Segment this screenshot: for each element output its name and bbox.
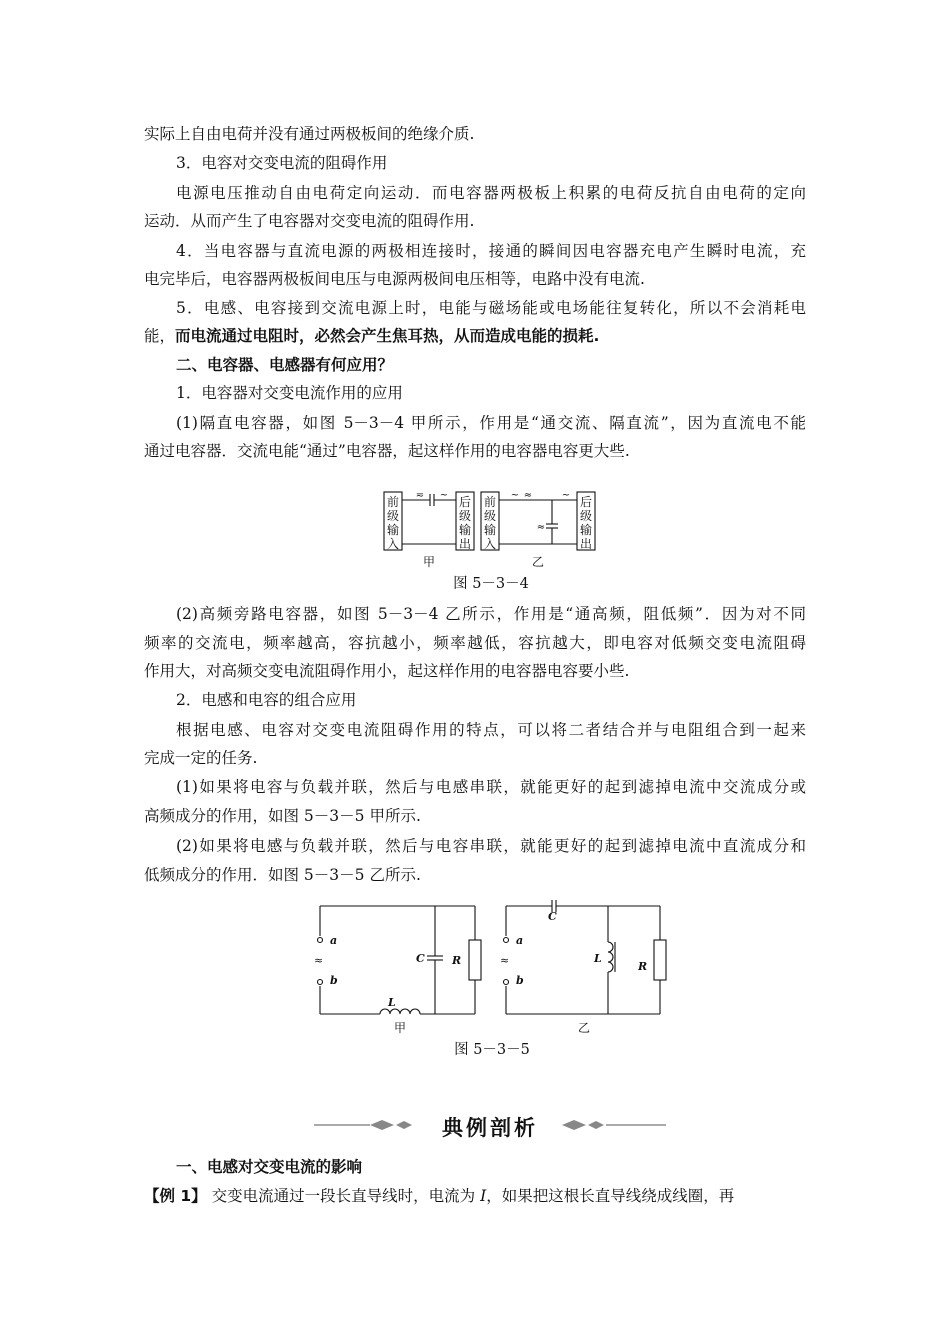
box-char: 输 <box>458 523 472 537</box>
bold-text: 而电流通过电阻时，必然会产生焦耳热，从而造成电能的损耗. <box>175 327 600 345</box>
para-line: 通过电容器．交流电能“通过”电容器，起这样作用的电容器电容更大些. <box>144 442 630 460</box>
dc-ac-symbol: ≂ <box>415 490 425 501</box>
para-line: 低频成分的作用．如图 5－3－5 乙所示. <box>144 866 421 884</box>
para-line: 运动．从而产生了电容器对交变电流的阻碍作用. <box>144 212 475 230</box>
label-l: L <box>388 996 396 1009</box>
label-c: C <box>548 910 557 923</box>
label-yi: 乙 <box>531 555 545 569</box>
para-line: 根据电感、电容对交变电流阻碍作用的特点，可以将二者结合并与电阻组合到一起来 <box>176 721 806 739</box>
label-l: L <box>594 952 602 965</box>
terminal-a: a <box>516 934 524 947</box>
para-line: 电完毕后，电容器两极板间电压与电源两极间电压相等，电路中没有电流. <box>144 270 645 288</box>
ac-symbol: ~ <box>561 490 571 501</box>
label-jia: 甲 <box>394 1021 407 1035</box>
box-char: 级 <box>579 509 593 523</box>
figure-caption: 图 5－3－5 <box>454 1042 530 1058</box>
para-line: 作用大，对高频交变电流阻碍作用小，起这样作用的电容器电容要小些. <box>144 662 630 680</box>
label-yi: 乙 <box>578 1021 591 1035</box>
terminal-b: b <box>516 974 524 987</box>
label-c: C <box>416 952 425 965</box>
label-jia: 甲 <box>422 555 436 569</box>
current-symbol: I <box>480 1187 487 1205</box>
para-line: 5．电感、电容接到交流电源上时，电能与磁场能或电场能往复转化，所以不会消耗电 <box>176 299 806 317</box>
para-line: (1)隔直电容器，如图 5－3－4 甲所示，作用是“通交流、隔直流”，因为直流电不能 <box>176 414 806 432</box>
example-tag: 【例 1】 <box>144 1187 207 1205</box>
example-heading: 一、电感对交变电流的影响 <box>176 1158 363 1176</box>
box-char: 输 <box>386 523 400 537</box>
para-line: 频率的交流电，频率越高，容抗越小，频率越低，容抗越大，即电容对低频交变电流阻碍 <box>144 634 806 652</box>
hf-symbol: ≈ <box>536 522 546 533</box>
example-line <box>144 1186 806 1206</box>
para-line: (1)如果将电容与负载并联，然后与电感串联，就能更好的起到滤掉电流中交流成分或 <box>176 778 806 796</box>
section-heading: 二、电容器、电感器有何应用？ <box>176 356 394 374</box>
box-char: 后 <box>579 495 593 509</box>
figure-5-3-4 <box>380 486 602 570</box>
box-char: 前 <box>386 495 400 509</box>
para-line: 高频成分的作用，如图 5－3－5 甲所示. <box>144 807 421 825</box>
para-line: (2)如果将电感与负载并联，然后与电容串联，就能更好的起到滤掉电流中直流成分和 <box>176 837 806 855</box>
box-char: 出 <box>458 537 472 551</box>
box-char: 输 <box>579 523 593 537</box>
para-line-1: 实际上自由电荷并没有通过两极板间的绝缘介质. <box>144 125 475 143</box>
box-char: 级 <box>483 509 497 523</box>
example-text: 交变电流通过一段长直导线时，电流为 <box>211 1187 481 1205</box>
para-line: 电源电压推动自由电荷定向运动．而电容器两极板上积累的电荷反抗自由电荷的定向 <box>176 184 806 202</box>
banner-title: 典例剖析 <box>442 1116 538 1140</box>
box-char: 入 <box>386 537 400 551</box>
box-char: 出 <box>579 537 593 551</box>
box-char: 前 <box>483 495 497 509</box>
ac-symbol: ~ <box>439 490 449 501</box>
example-text: ，如果把这根长直导线绕成线圈，再 <box>486 1187 735 1205</box>
label-r: R <box>452 954 462 967</box>
ac-source-symbol: ≈ <box>500 954 510 967</box>
box-char: 入 <box>483 537 497 551</box>
box-char: 输 <box>483 523 497 537</box>
terminal-b: b <box>330 974 338 987</box>
box-char: 级 <box>458 509 472 523</box>
figure-5-3-5 <box>310 898 670 1038</box>
figure-caption: 图 5－3－4 <box>453 576 529 592</box>
section-3-title: 3．电容对交变电流的阻碍作用 <box>176 154 388 172</box>
ac-source-symbol: ≈ <box>314 954 324 967</box>
terminal-a: a <box>330 934 338 947</box>
subsection-title: 1．电容器对交变电流作用的应用 <box>176 384 403 402</box>
label-r: R <box>638 960 648 973</box>
para-line-mixed <box>144 326 806 346</box>
section-banner <box>300 1108 680 1142</box>
para-line: 4．当电容器与直流电源的两极相连接时，接通的瞬间因电容器充电产生瞬时电流，充 <box>176 242 806 260</box>
para-line: 完成一定的任务. <box>144 749 258 767</box>
ac-symbol: ~ <box>510 490 520 501</box>
plain-text: 能， <box>144 327 176 345</box>
para-line: (2)高频旁路电容器，如图 5－3－4 乙所示，作用是“通高频，阻低频”．因为对不同 <box>176 605 806 623</box>
box-char: 后 <box>458 495 472 509</box>
box-char: 级 <box>386 509 400 523</box>
hf-symbol: ≈ <box>523 490 533 501</box>
subsection-title: 2．电感和电容的组合应用 <box>176 691 357 709</box>
